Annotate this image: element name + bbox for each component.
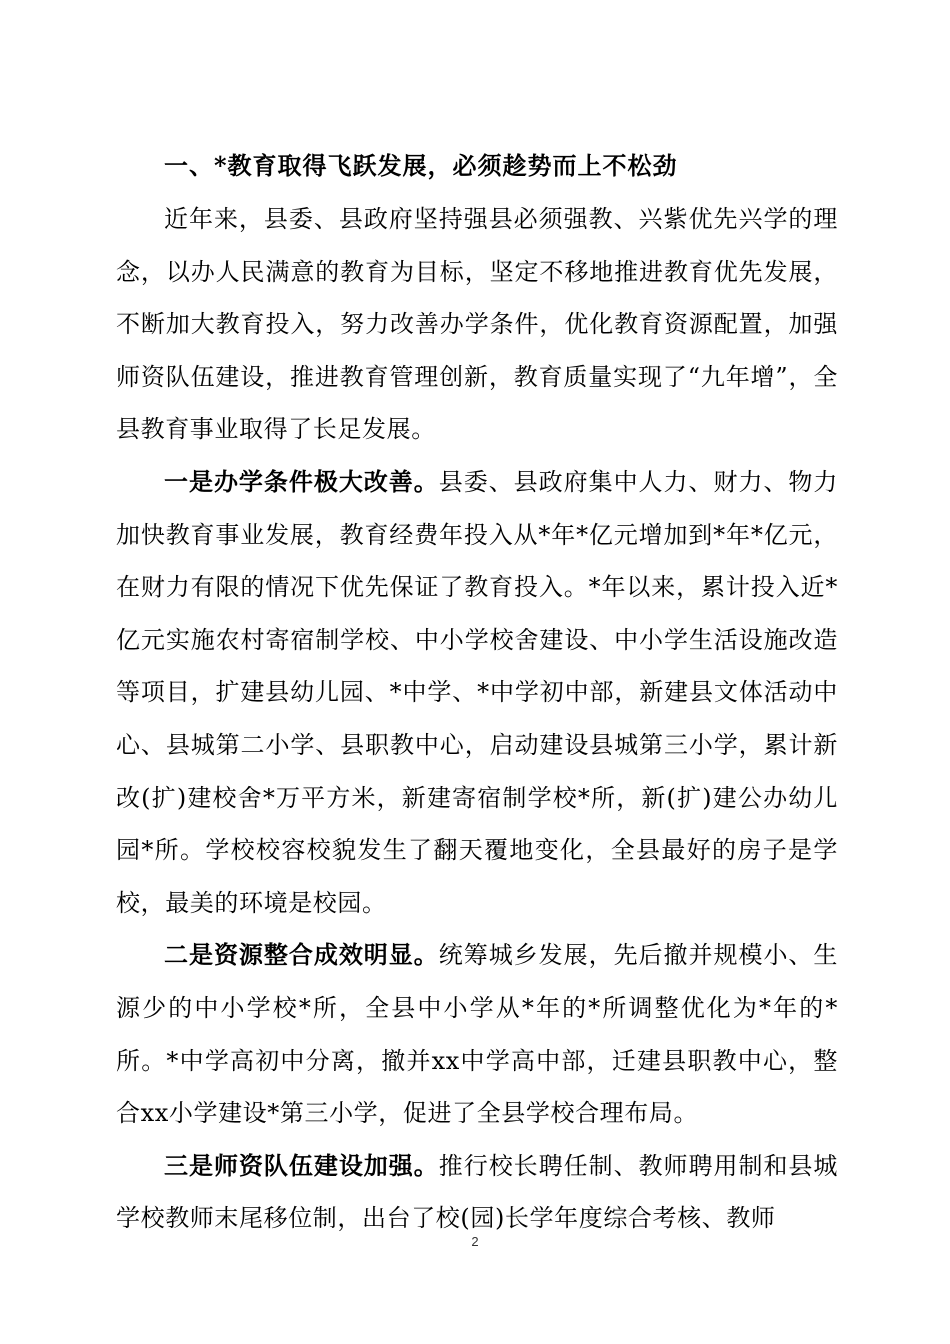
paragraph-point-two: [116, 929, 838, 1139]
paragraph-lead: 一是办学条件极大改善。: [164, 466, 439, 496]
paragraph-body: 统筹城乡发展，先后撤并规模小、生源少的中小学校*所，全县中小学从*年的*所调整优化为*年的*所。*中学高初中分离，撤并xx中学高中部，迁建县职教中心，整合xx小学建设*第三小学，促进了全县学校合理布局。: [116, 941, 838, 1128]
paragraph-point-one: [116, 456, 838, 929]
paragraph-lead: 二是资源整合成效明显。: [164, 940, 439, 970]
paragraph-lead: 三是师资队伍建设加强。: [164, 1150, 439, 1180]
paragraph-body: 县委、县政府集中人力、财力、物力加快教育事业发展，教育经费年投入从*年*亿元增加到*年*亿元，在财力有限的情况下优先保证了教育投入。*年以来，累计投入近*亿元实施农村寄宿制学校、中小学校舍建设、中小学生活设施改造等项目，扩建县幼儿园、*中学、*中学初中部，新建县文体活动中心、县城第二小学、县职教中心，启动建设县城第三小学，累计新改(扩)建校舍*万平方米，新建寄宿制学校*所，新(扩)建公办幼儿园*所。学校校容校貌发生了翻天覆地变化，全县最好的房子是学校，最美的环境是校园。: [116, 467, 838, 917]
section-heading: 一、*教育取得飞跃发展，必须趁势而上不松劲: [164, 151, 678, 180]
paragraph-intro: [116, 193, 838, 456]
paragraph-body: 推行校长聘任制、教师聘用制和县城学校教师末尾移位制，出台了校(园)长学年度综合考核、教师: [116, 1151, 838, 1233]
paragraph-point-three: [116, 1140, 838, 1245]
page-number: 2: [471, 1234, 479, 1249]
paragraph-body: 近年来，县委、县政府坚持强县必须强教、兴紫优先兴学的理念，以办人民满意的教育为目标，坚定不移地推进教育优先发展，不断加大教育投入，努力改善办学条件，优化教育资源配置，加强师资队伍建设，推进教育管理创新，教育质量实现了“九年增”，全县教育事业取得了长足发展。: [116, 205, 838, 444]
document-body: [116, 138, 838, 1245]
